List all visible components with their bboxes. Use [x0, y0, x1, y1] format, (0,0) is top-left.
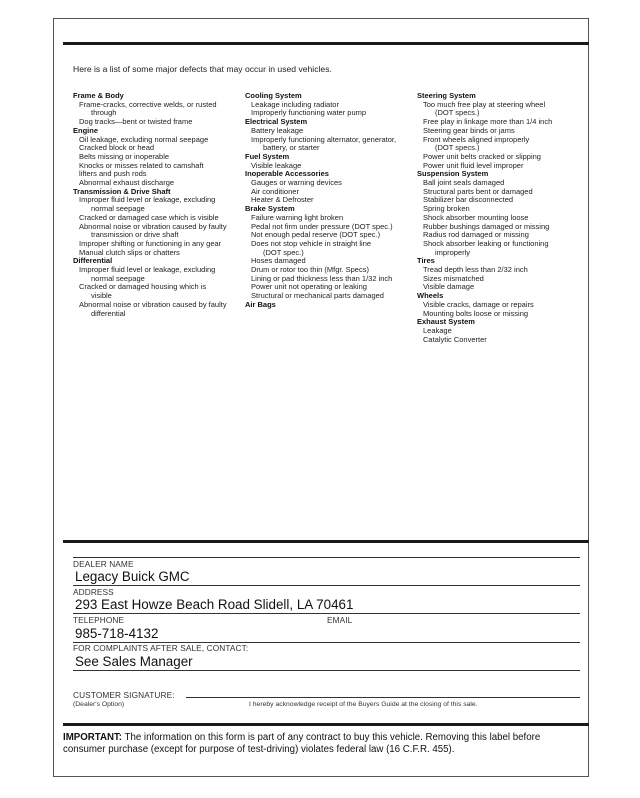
defect-category-heading: Steering System	[417, 91, 476, 100]
defect-item: improperly	[435, 247, 471, 257]
defect-item: Too much free play at steering wheel	[423, 99, 546, 109]
defect-item: Leakage	[423, 325, 452, 335]
defect-item: Improper fluid level or leakage, excluding	[79, 265, 216, 275]
defect-item: Shock absorber leaking or functioning	[423, 238, 549, 248]
defect-item: Stabilizer bar disconnected	[423, 195, 514, 205]
defect-item: normal seepage	[91, 273, 145, 283]
defect-item: Abnormal noise or vibration caused by faulty	[79, 221, 227, 231]
complaints-label: FOR COMPLAINTS AFTER SALE, CONTACT:	[73, 643, 249, 653]
acknowledge-receipt-note: I hereby acknowledge receipt of the Buyers Guide at the closing of this sale.	[249, 701, 478, 708]
defect-item: Pedal not firm under pressure (DOT spec.)	[251, 221, 393, 231]
defect-category-heading: Electrical System	[245, 117, 308, 127]
defect-category-heading: Frame & Body	[73, 91, 124, 100]
telephone-value: 985-718-4132	[75, 626, 159, 641]
defect-item: Spring broken	[423, 204, 470, 214]
defect-item: (DOT specs.)	[435, 108, 480, 118]
address-line	[73, 613, 580, 614]
defect-item: Lining or pad thickness less than 1/32 inch	[251, 273, 393, 283]
defect-item: Mounting bolts loose or missing	[423, 308, 529, 318]
top-rule	[63, 42, 589, 45]
defect-item: Improper fluid level or leakage, excluding	[79, 195, 216, 205]
dealer-name-value: Legacy Buick GMC	[75, 569, 190, 584]
important-notice	[63, 732, 583, 755]
defect-item: differential	[91, 308, 126, 318]
defect-item: Catalytic Converter	[423, 334, 487, 344]
defect-item: Drum or rotor too thin (Mfgr. Specs)	[251, 265, 369, 275]
defect-category-heading: Exhaust System	[417, 317, 475, 327]
signature-line	[186, 697, 580, 698]
defect-item: Knocks or misses related to camshaft	[79, 160, 204, 170]
dealers-option-note: (Dealer's Option)	[73, 701, 125, 708]
defect-item: Not enough pedal reserve (DOT spec.)	[251, 230, 381, 240]
dealer-name-line	[73, 585, 580, 586]
defect-item: Tread depth less than 2/32 inch	[423, 265, 528, 275]
defects-intro: Here is a list of some major defects that may occur in used vehicles.	[73, 64, 332, 74]
defect-item: Manual clutch slips or chatters	[79, 247, 180, 257]
defect-category-heading: Inoperable Accessories	[245, 169, 329, 179]
defect-item: normal seepage	[91, 204, 145, 214]
customer-signature-label: CUSTOMER SIGNATURE:	[73, 690, 175, 700]
defect-item: Belts missing or inoperable	[79, 151, 170, 161]
defect-item: Visible leakage	[251, 160, 302, 170]
important-lead: IMPORTANT:	[63, 732, 123, 743]
defect-item: Oil leakage, excluding normal seepage	[79, 134, 209, 144]
defect-item: Structural or mechanical parts damaged	[251, 291, 384, 301]
dealer-section-rule	[63, 540, 589, 543]
defect-item: transmission or drive shaft	[91, 230, 179, 240]
defect-item: Visible damage	[423, 282, 475, 292]
defect-item: Power unit belts cracked or slipping	[423, 151, 541, 161]
defect-category-heading: Engine	[73, 125, 99, 135]
defects-column-1	[73, 92, 248, 318]
defect-item: lifters and push rods	[79, 169, 147, 179]
defect-category-heading: Air Bags	[245, 299, 276, 309]
telephone-label: TELEPHONE	[73, 615, 125, 625]
defect-item: through	[91, 108, 117, 118]
defects-column-2	[245, 92, 420, 310]
defect-item: Cracked block or head	[79, 143, 155, 153]
defect-item: Cracked or damaged case which is visible	[79, 212, 219, 222]
defect-item: Ball joint seals damaged	[423, 178, 505, 188]
defect-item: Frame-cracks, corrective welds, or rusted	[79, 99, 217, 109]
defect-category-heading: Differential	[73, 256, 113, 266]
defect-category-heading: Tires	[417, 256, 435, 266]
defect-item: Radius rod damaged or missing	[423, 230, 529, 240]
email-label: EMAIL	[327, 615, 353, 625]
defect-item: Air conditioner	[251, 186, 299, 196]
defect-item: Steering gear binds or jams	[423, 125, 515, 135]
address-label: ADDRESS	[73, 587, 114, 597]
defect-category-heading: Cooling System	[245, 91, 302, 100]
defect-item: Gauges or warning devices	[251, 178, 342, 188]
defect-item: battery, or starter	[263, 143, 320, 153]
defect-item: Shock absorber mounting loose	[423, 212, 529, 222]
defect-category-heading: Brake System	[245, 204, 295, 214]
defect-item: Sizes mismatched	[423, 273, 484, 283]
defect-category-heading: Suspension System	[417, 169, 489, 179]
defect-category-heading: Wheels	[417, 291, 444, 301]
defect-item: Abnormal noise or vibration caused by faulty	[79, 299, 227, 309]
defect-item: (DOT spec.)	[263, 247, 304, 257]
complaints-line	[73, 670, 580, 671]
defect-item: Leakage including radiator	[251, 99, 339, 109]
defect-category-heading: Transmission & Drive Shaft	[73, 186, 171, 196]
defects-column-3	[417, 92, 592, 344]
defect-item: Power unit fluid level improper	[423, 160, 524, 170]
defect-item: Visible cracks, damage or repairs	[423, 299, 534, 309]
defect-item: Cracked or damaged housing which is	[79, 282, 207, 292]
defect-item: Improperly functioning water pump	[251, 108, 367, 118]
defect-item: Rubber bushings damaged or missing	[423, 221, 550, 231]
defect-item: Failure warning light broken	[251, 212, 344, 222]
dealer-name-top-line	[73, 557, 580, 558]
important-rule	[63, 723, 589, 726]
complaints-value: See Sales Manager	[75, 654, 193, 669]
defect-item: Heater & Defroster	[251, 195, 314, 205]
defect-item: Abnormal exhaust discharge	[79, 178, 175, 188]
defect-item: Front wheels aligned improperly	[423, 134, 530, 144]
address-value: 293 East Howze Beach Road Slidell, LA 70461	[75, 597, 354, 612]
defect-item: Structural parts bent or damaged	[423, 186, 533, 196]
defect-item: Improperly functioning alternator, generator,	[251, 134, 397, 144]
important-text: The information on this form is part of any contract to buy this vehicle. Removing this label before consumer purchase (except for purpose of test-driving) violates federal law (16 C.F.R. 455).	[63, 732, 541, 755]
defect-item: Does not stop vehicle in straight line	[251, 238, 372, 248]
defect-item: Power unit not operating or leaking	[251, 282, 367, 292]
defect-item: visible	[91, 291, 112, 301]
dealer-name-label: DEALER NAME	[73, 559, 134, 569]
defect-item: Free play in linkage more than 1/4 inch	[423, 117, 553, 127]
defect-item: (DOT specs.)	[435, 143, 480, 153]
defect-item: Battery leakage	[251, 125, 304, 135]
defect-item: Improper shifting or functioning in any gear	[79, 238, 222, 248]
defect-item: Hoses damaged	[251, 256, 306, 266]
defect-item: Dog tracks—bent or twisted frame	[79, 117, 193, 127]
defect-category-heading: Fuel System	[245, 151, 290, 161]
